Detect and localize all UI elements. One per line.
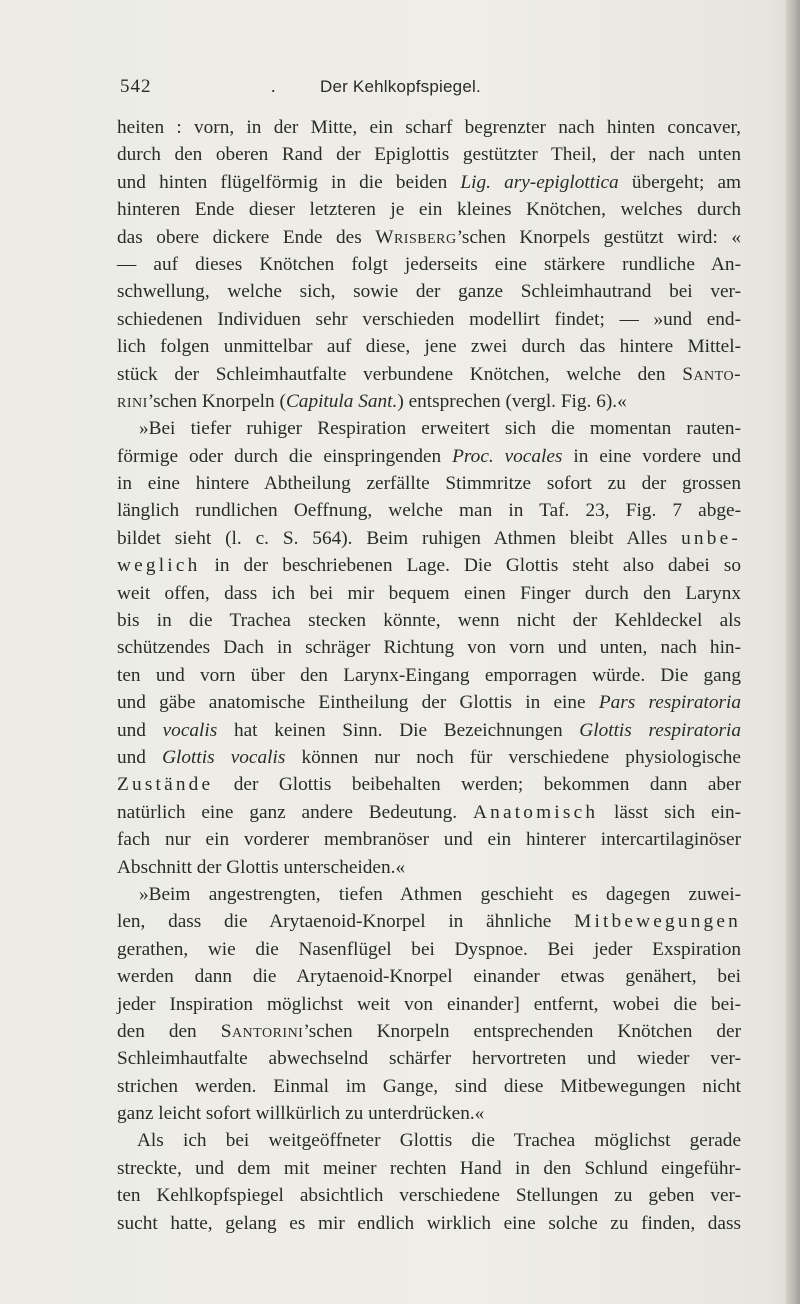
text-segment: übergeht; am [618, 171, 742, 193]
text-segment: das obere dickere Ende des [117, 226, 376, 248]
text-segment: ’schen Knorpeln ( [147, 390, 286, 412]
text-line [117, 361, 741, 388]
text-line [117, 1045, 741, 1072]
text-segment: Mitbewegungen [574, 911, 741, 933]
text-line [117, 826, 741, 853]
text-segment: bis in die Trachea stecken könnte, wenn nicht der Kehldeckel als [117, 610, 741, 632]
text-line [117, 1182, 741, 1209]
text-segment: »Bei tiefer ruhiger Respiration erweitert sich die momentan rauten- [139, 418, 741, 440]
text-segment: ten und vorn über den Larynx-Eingang emporragen würde. Die gang [117, 664, 741, 686]
text-segment: und [117, 719, 163, 741]
text-segment: in eine hintere Abtheilung zerfällte Stimmritze sofort zu der grossen [117, 473, 741, 495]
text-segment: Zustände [117, 774, 214, 796]
text-line [117, 634, 741, 661]
text-segment: in der beschriebenen Lage. Die Glottis steht also dabei so [200, 555, 741, 577]
text-line [117, 1210, 741, 1237]
text-line [117, 607, 741, 634]
running-title: Der Kehlkopfspiegel. [320, 77, 481, 96]
text-segment: bildet sieht (l. c. S. 564). Beim ruhigen Athmen bleibt Alles [117, 527, 682, 549]
text-segment: ten Kehlkopfspiegel absichtlich verschiedene Stellungen zu geben ver- [117, 1185, 741, 1207]
text-line [117, 1127, 741, 1154]
text-segment: len, dass die Arytaenoid-Knorpel in ähnliche [117, 911, 575, 933]
text-segment: streckte, und dem mit meiner rechten Hand in den Schlund eingeführ- [117, 1157, 741, 1179]
text-line [117, 881, 741, 908]
text-line [117, 278, 741, 305]
text-segment: und hinten flügelförmig in die beiden [117, 171, 461, 193]
text-segment: Pars respiratoria [598, 692, 741, 714]
text-line [117, 799, 741, 826]
page-number: 542 [120, 76, 152, 97]
body-text [117, 114, 741, 1237]
text-line [117, 580, 741, 607]
text-segment: jeder Inspiration möglichst weit von einander] entfernt, wobei die bei- [117, 993, 741, 1015]
text-line [117, 771, 741, 798]
text-segment: den den [117, 1020, 221, 1042]
text-segment: werden dann die Arytaenoid-Knorpel einander etwas genähert, bei [117, 966, 741, 988]
text-segment: Capitula Sant. [285, 390, 398, 412]
text-segment: lich folgen unmittelbar auf diese, jene zwei durch das hintere Mittel- [117, 336, 741, 358]
text-line [117, 552, 741, 579]
text-segment: fach nur ein vorderer membranöser und ein hinterer intercartilaginöser [117, 829, 741, 851]
text-segment: stück der Schleimhautfalte verbundene Knötchen, welche den [117, 363, 683, 385]
text-line [117, 1155, 741, 1182]
text-segment: schiedenen Individuen sehr verschieden modellirt findet; — »und end- [117, 308, 741, 330]
text-segment: der Glottis beibehalten werden; bekommen dann aber [213, 774, 741, 796]
text-segment: schützendes Dach in schräger Richtung von vorn und unten, nach hin- [117, 637, 741, 659]
text-line [117, 936, 741, 963]
text-line [117, 689, 741, 716]
text-segment: länglich rundlichen Oeffnung, welche man in Taf. 23, Fig. 7 abge- [117, 500, 741, 522]
text-segment: Lig. ary-epiglottica [460, 171, 619, 193]
text-line [117, 224, 741, 251]
text-line [117, 991, 741, 1018]
text-segment: können nur noch für verschiedene physiologische [285, 746, 741, 768]
text-line [117, 963, 741, 990]
text-segment: und [117, 746, 163, 768]
text-segment: hinteren Ende dieser letzteren je ein kleines Knötchen, welches durch [117, 199, 741, 221]
text-segment: Schleimhautfalte abwechselnd schärfer hervortreten und wieder ver- [117, 1048, 741, 1070]
text-segment: Als ich bei weitgeöffneter Glottis die Trachea möglichst gerade [137, 1130, 741, 1152]
text-segment: ) entsprechen (vergl. Fig. 6).« [397, 390, 627, 412]
text-segment: ’schen Knorpels gestützt wird: « [456, 226, 741, 248]
text-line [117, 662, 741, 689]
text-line [117, 908, 741, 935]
text-line [117, 717, 741, 744]
header-separator-mark: . [271, 76, 276, 96]
text-line [117, 525, 741, 552]
text-segment: vocalis [162, 719, 218, 741]
text-segment: sucht hatte, gelang es mir endlich wirklich eine solche zu finden, dass [117, 1212, 741, 1234]
text-segment: weit offen, dass ich bei mir bequem einen Finger durch den Larynx [117, 582, 741, 604]
text-line [117, 744, 741, 771]
text-line [117, 1018, 741, 1045]
text-line [117, 114, 741, 141]
text-line [117, 854, 741, 881]
text-line [117, 497, 741, 524]
text-segment: Glottis respiratoria [579, 719, 741, 741]
text-segment: Santo- [682, 363, 741, 385]
text-line [117, 388, 741, 415]
text-line [117, 306, 741, 333]
text-segment: und gäbe anatomische Eintheilung der Glottis in eine [117, 692, 599, 714]
text-segment: »Beim angestrengten, tiefen Athmen geschieht es dagegen zuwei- [139, 883, 741, 905]
text-segment: Proc. vocales [452, 445, 563, 467]
text-segment: ganz leicht sofort willkürlich zu unterdrücken.« [117, 1103, 485, 1125]
text-segment: Anatomisch [472, 801, 599, 823]
text-segment: gerathen, wie die Nasenflügel bei Dyspnoe. Bei jeder Exspiration [117, 938, 741, 960]
text-line [117, 251, 741, 278]
text-segment: in eine vordere und [562, 445, 741, 467]
text-segment: Santorini [220, 1020, 304, 1042]
text-segment: strichen werden. Einmal im Gange, sind diese Mitbewegungen nicht [117, 1075, 741, 1097]
text-line [117, 1100, 741, 1127]
text-line [117, 1073, 741, 1100]
text-line [117, 443, 741, 470]
text-segment: förmige oder durch die einspringenden [117, 445, 453, 467]
text-segment: — auf dieses Knötchen folgt jederseits eine stärkere rundliche An- [117, 253, 741, 275]
text-segment: Wrisberg [375, 226, 457, 248]
text-segment: ’schen Knorpeln entsprechenden Knötchen der [303, 1020, 741, 1042]
text-segment: unbe- [681, 527, 741, 549]
text-segment: Abschnitt der Glottis unterscheiden.« [117, 856, 406, 878]
text-segment: hat keinen Sinn. Die Bezeichnungen [217, 719, 580, 741]
text-line [117, 415, 741, 442]
text-segment: lässt sich ein- [598, 801, 742, 823]
text-segment: heiten : vorn, in der Mitte, ein scharf begrenzter nach hinten concaver, [117, 117, 741, 138]
text-line [117, 470, 741, 497]
text-segment: natürlich eine ganz andere Bedeutung. [117, 801, 473, 823]
running-header [120, 76, 740, 102]
text-segment: Glottis vocalis [162, 746, 286, 768]
text-line [117, 169, 741, 196]
text-line [117, 333, 741, 360]
page-edge-shadow [786, 0, 800, 1304]
text-segment: durch den oberen Rand der Epiglottis gestützter Theil, der nach unten [117, 144, 741, 166]
text-segment: schwellung, welche sich, sowie der ganze Schleimhautrand bei ver- [117, 281, 741, 303]
text-line [117, 196, 741, 223]
text-segment: rini [117, 390, 148, 412]
text-segment: weglich [117, 555, 201, 577]
text-line [117, 141, 741, 168]
